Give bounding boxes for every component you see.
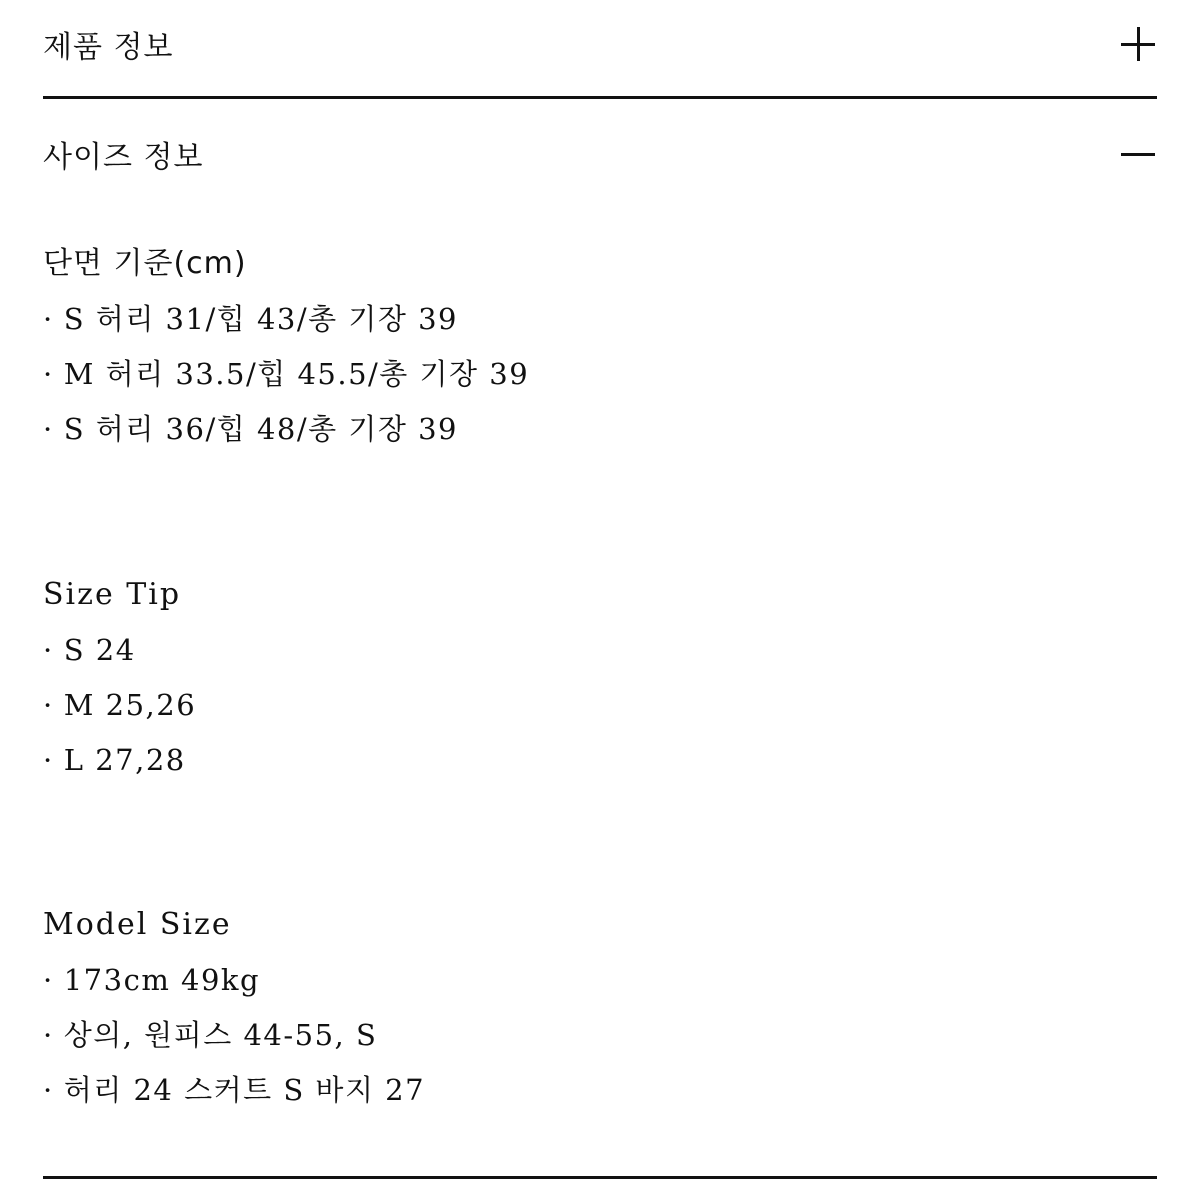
product-info-title: 제품 정보 bbox=[43, 30, 174, 65]
size-tip-heading: Size Tip bbox=[43, 577, 182, 612]
collapse-minus-icon[interactable] bbox=[1121, 137, 1155, 171]
model-size-heading: Model Size bbox=[43, 907, 232, 942]
list-item: · S 허리 31/힙 43/총 기장 39 bbox=[43, 302, 459, 336]
list-item: · 상의, 원피스 44-55, S bbox=[43, 1018, 378, 1052]
size-tip-section bbox=[43, 577, 1157, 778]
list-item: · M 25,26 bbox=[43, 688, 197, 722]
model-size-section bbox=[43, 907, 1157, 1108]
section-divider bbox=[43, 96, 1157, 99]
list-item: · S 24 bbox=[43, 633, 136, 667]
list-item: · 허리 24 스커트 S 바지 27 bbox=[43, 1073, 426, 1107]
measurements-heading: 단면 기준(cm) bbox=[43, 246, 247, 281]
list-item: · S 허리 36/힙 48/총 기장 39 bbox=[43, 412, 459, 446]
size-info-header[interactable] bbox=[43, 134, 1157, 174]
expand-plus-icon[interactable] bbox=[1121, 27, 1155, 61]
list-item: · 173cm 49kg bbox=[43, 963, 261, 997]
size-info-title: 사이즈 정보 bbox=[43, 140, 204, 175]
list-item: · M 허리 33.5/힙 45.5/총 기장 39 bbox=[43, 357, 530, 391]
product-info-header[interactable] bbox=[43, 24, 1157, 64]
measurements-section bbox=[43, 246, 1157, 447]
section-divider bbox=[43, 1176, 1157, 1179]
list-item: · L 27,28 bbox=[43, 743, 186, 777]
